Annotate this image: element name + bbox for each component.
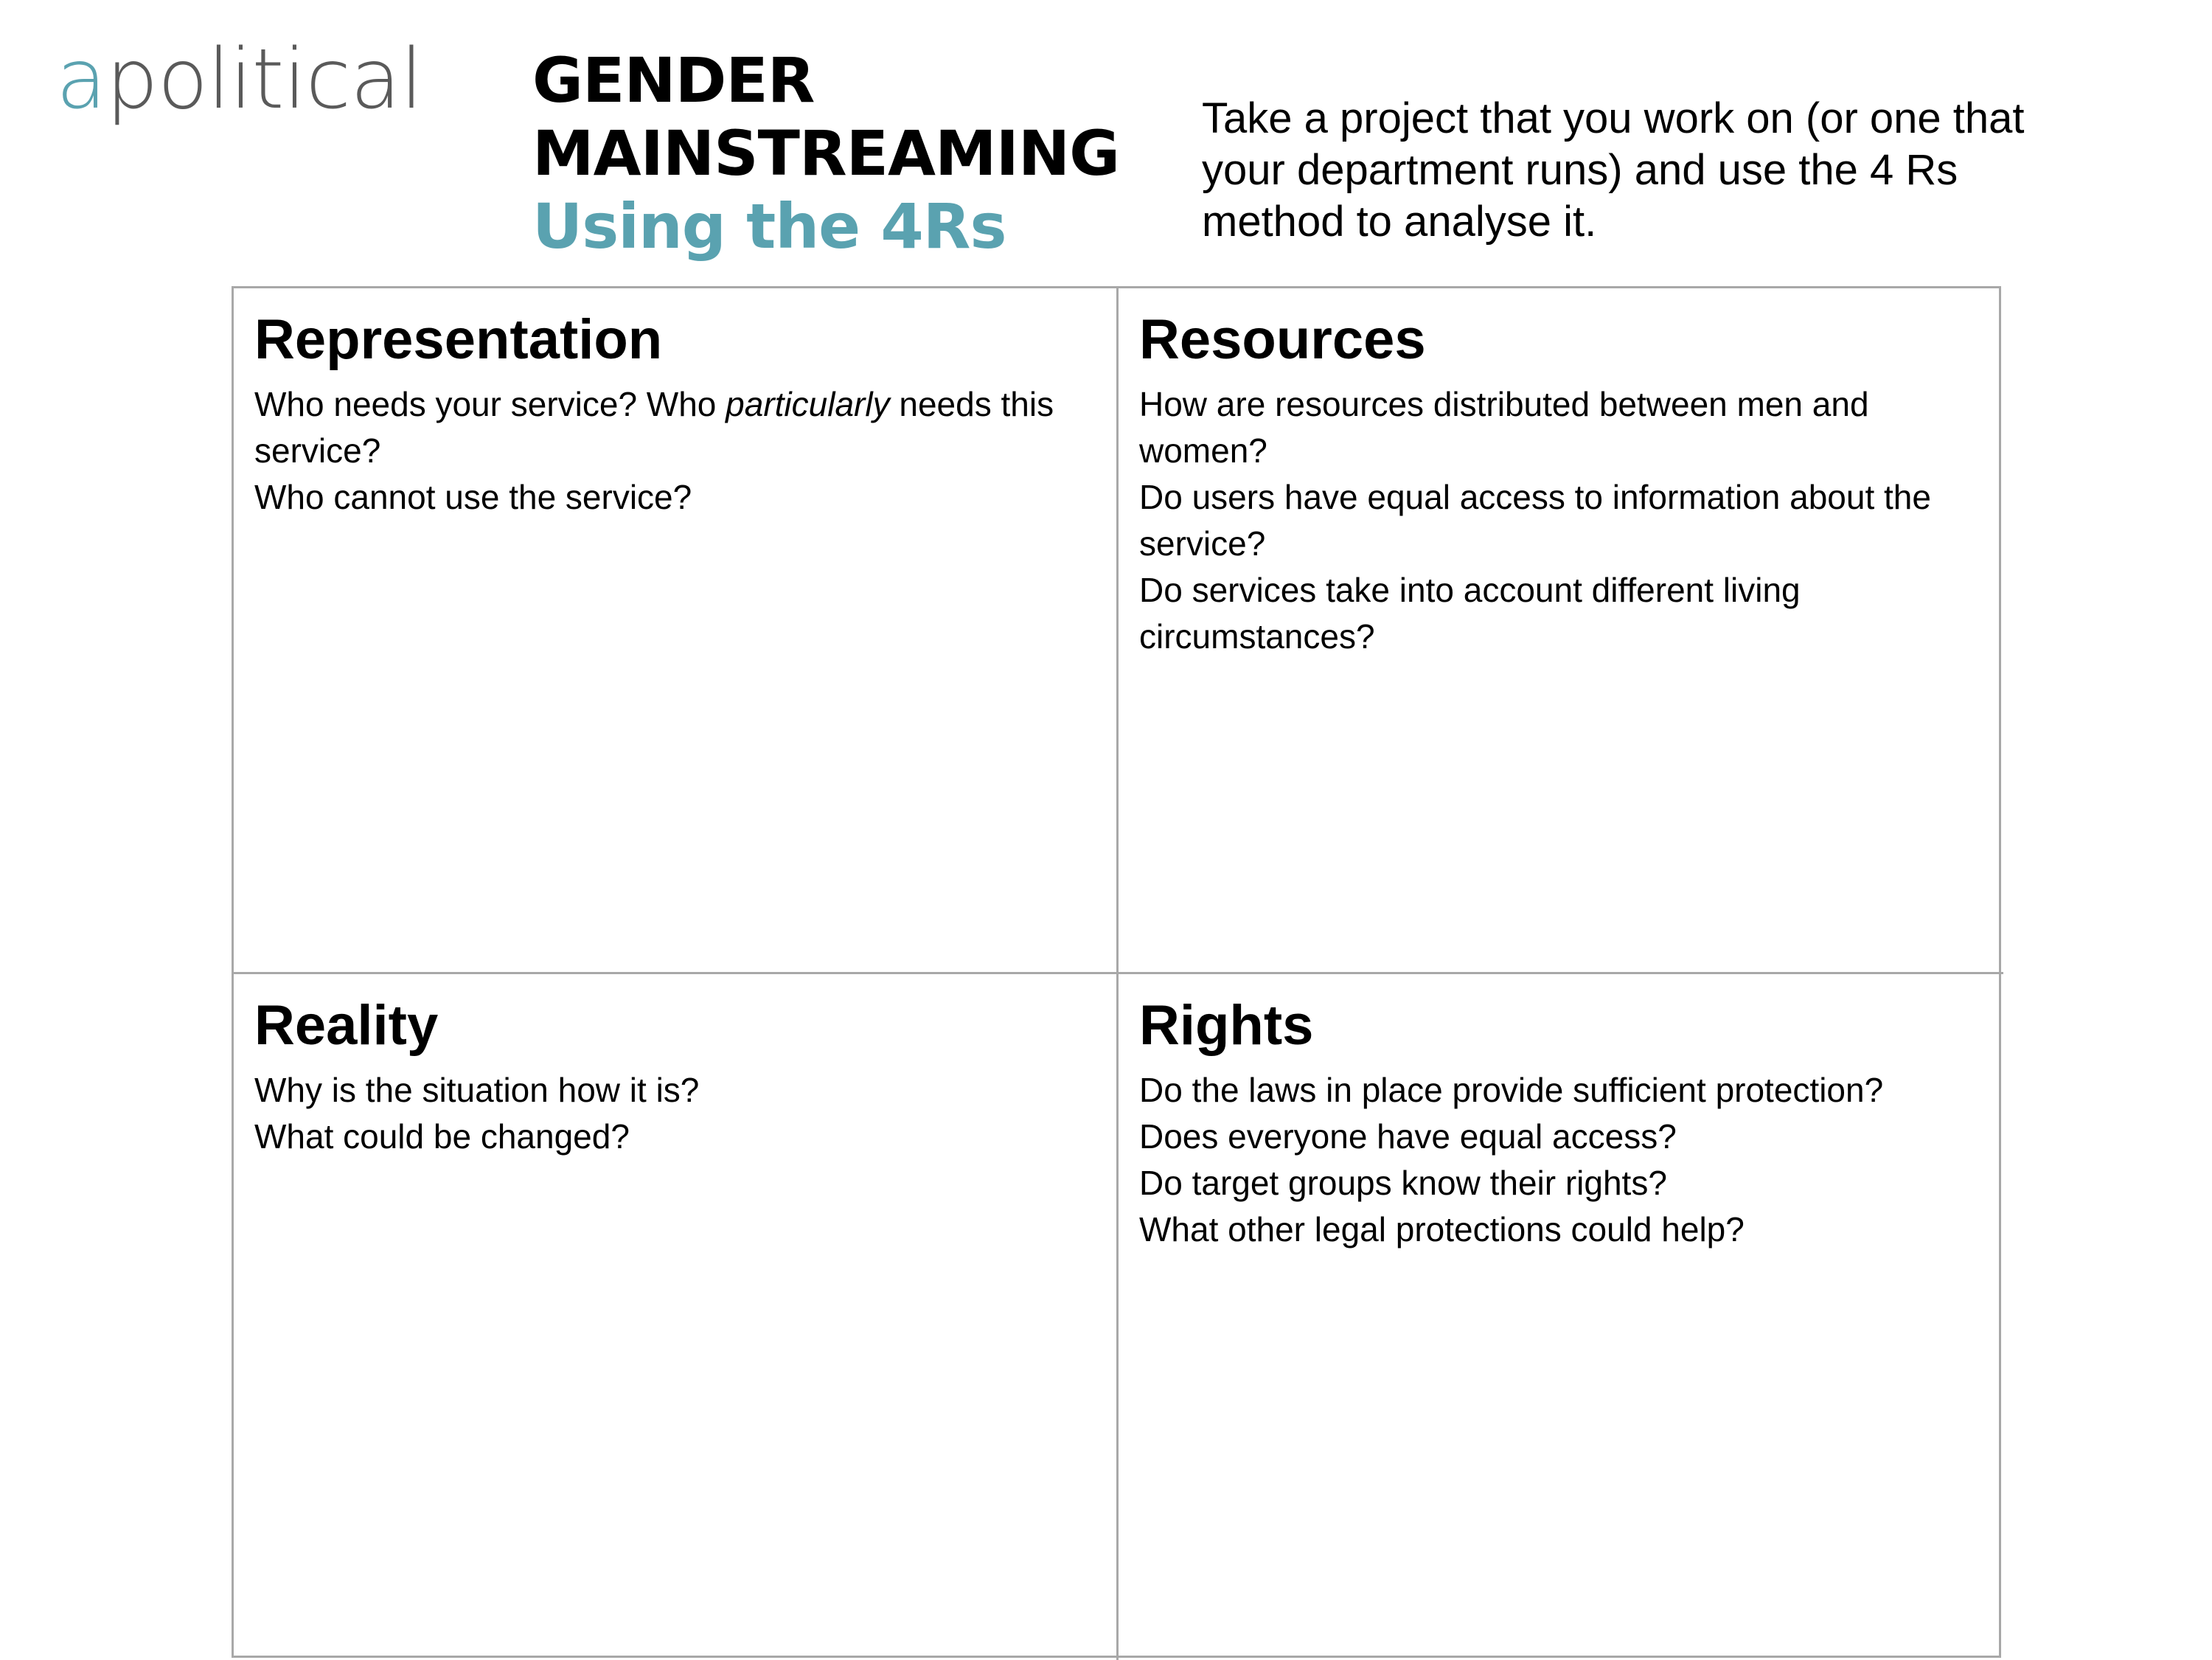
quadrant-heading: Resources [1139,308,1426,371]
quadrant-representation [234,288,1119,974]
question: Do target groups know their rights? [1139,1163,1667,1202]
question: Do the laws in place provide sufficient protection? [1139,1070,1884,1109]
page-title-line-2: MAINSTREAMING [532,117,1120,190]
quadrant-resources [1119,288,2003,974]
quadrant-heading: Rights [1139,994,1314,1057]
question-emphasis: particularly [726,384,890,423]
quadrant-rights [1119,974,2003,1660]
quadrant-heading: Reality [254,994,439,1057]
question: Do users have equal access to information about the service? [1139,477,1931,563]
question: What other legal protections could help? [1139,1209,1745,1249]
title-block [532,44,1119,263]
logo-text: political [105,32,422,128]
question: Do services take into account different living circumstances? [1139,570,1801,656]
question: Does everyone have equal access? [1139,1116,1677,1156]
quadrant-reality [234,974,1119,1660]
four-rs-grid [232,286,2001,1658]
quadrant-heading: Representation [254,308,663,371]
question: Why is the situation how it is? [254,1070,700,1109]
question: What could be changed? [254,1116,630,1156]
question [254,381,1096,474]
question: How are resources distributed between men and women? [1139,384,1869,470]
page-title-line-1: GENDER [532,44,815,117]
instructions-text: Take a project that you work on (or one that your department runs) and use the 4 Rs method to analyse it. [1202,94,2025,246]
page-subtitle: Using the 4Rs [532,190,1006,263]
apolitical-logo [56,32,422,128]
question: Who cannot use the service? [254,477,692,516]
logo-accent-letter: a [56,32,106,128]
question-part: needs this service? [254,384,1054,470]
question-part: Who needs your service? Who [254,384,726,423]
